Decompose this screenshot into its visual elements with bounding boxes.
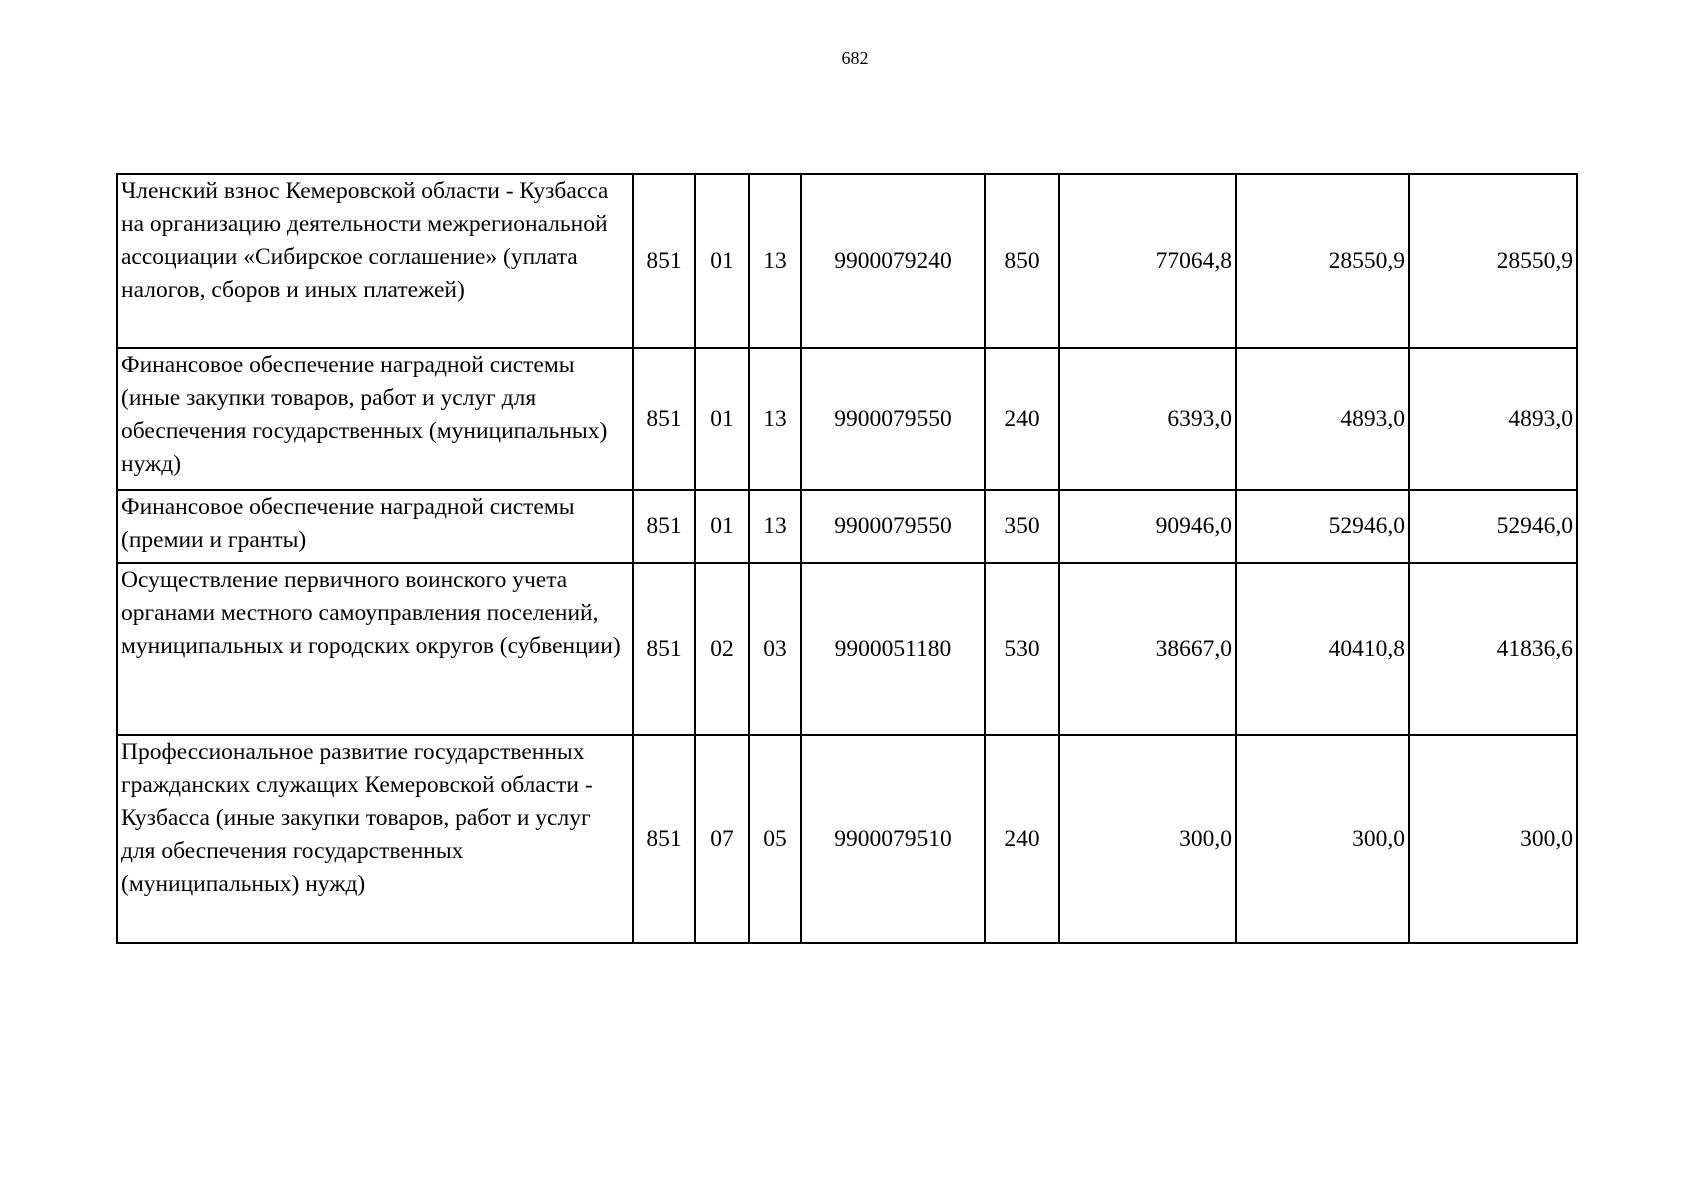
section-code: 07 xyxy=(695,735,749,943)
amount-1: 77064,8 xyxy=(1059,174,1236,348)
row-description: Членский взнос Кемеровской области - Кузбасса на организацию деятельности межрегиональной ассоциации «Сибирское соглашение» (уплата налогов, сборов и иных платежей) xyxy=(117,174,633,348)
target-item-code: 9900079550 xyxy=(801,348,985,490)
amount-3: 28550,9 xyxy=(1409,174,1577,348)
table-row xyxy=(117,348,1577,490)
table-row xyxy=(117,735,1577,943)
amount-2: 4893,0 xyxy=(1236,348,1409,490)
amount-3: 4893,0 xyxy=(1409,348,1577,490)
amount-2: 40410,8 xyxy=(1236,563,1409,735)
target-item-code: 9900079550 xyxy=(801,490,985,563)
target-item-code: 9900051180 xyxy=(801,563,985,735)
amount-2: 300,0 xyxy=(1236,735,1409,943)
page-number: 682 xyxy=(841,48,869,68)
amount-2: 52946,0 xyxy=(1236,490,1409,563)
table-row xyxy=(117,174,1577,348)
expense-type-code: 850 xyxy=(985,174,1059,348)
amount-2: 28550,9 xyxy=(1236,174,1409,348)
amount-3: 52946,0 xyxy=(1409,490,1577,563)
budget-table xyxy=(116,173,1578,944)
row-description: Финансовое обеспечение наградной системы (иные закупки товаров, работ и услуг для обеспечения государственных (муниципальных) нужд) xyxy=(117,348,633,490)
row-description: Финансовое обеспечение наградной системы (премии и гранты) xyxy=(117,490,633,563)
section-code: 01 xyxy=(695,490,749,563)
subsection-code: 05 xyxy=(749,735,801,943)
expense-type-code: 530 xyxy=(985,563,1059,735)
ministry-code: 851 xyxy=(633,348,695,490)
row-description: Осуществление первичного воинского учета органами местного самоуправления поселений, муниципальных и городских округов (субвенции) xyxy=(117,563,633,735)
section-code: 01 xyxy=(695,348,749,490)
amount-3: 41836,6 xyxy=(1409,563,1577,735)
ministry-code: 851 xyxy=(633,174,695,348)
subsection-code: 13 xyxy=(749,174,801,348)
subsection-code: 13 xyxy=(749,348,801,490)
expense-type-code: 240 xyxy=(985,348,1059,490)
target-item-code: 9900079240 xyxy=(801,174,985,348)
subsection-code: 13 xyxy=(749,490,801,563)
amount-1: 6393,0 xyxy=(1059,348,1236,490)
subsection-code: 03 xyxy=(749,563,801,735)
ministry-code: 851 xyxy=(633,735,695,943)
amount-1: 90946,0 xyxy=(1059,490,1236,563)
amount-1: 38667,0 xyxy=(1059,563,1236,735)
amount-3: 300,0 xyxy=(1409,735,1577,943)
amount-1: 300,0 xyxy=(1059,735,1236,943)
target-item-code: 9900079510 xyxy=(801,735,985,943)
ministry-code: 851 xyxy=(633,563,695,735)
ministry-code: 851 xyxy=(633,490,695,563)
expense-type-code: 350 xyxy=(985,490,1059,563)
section-code: 02 xyxy=(695,563,749,735)
section-code: 01 xyxy=(695,174,749,348)
row-description: Профессиональное развитие государственных гражданских служащих Кемеровской области - Кузбасса (иные закупки товаров, работ и услуг для обеспечения государственных (муниципальных) нужд) xyxy=(117,735,633,943)
table-row xyxy=(117,563,1577,735)
expense-type-code: 240 xyxy=(985,735,1059,943)
table-row xyxy=(117,490,1577,563)
